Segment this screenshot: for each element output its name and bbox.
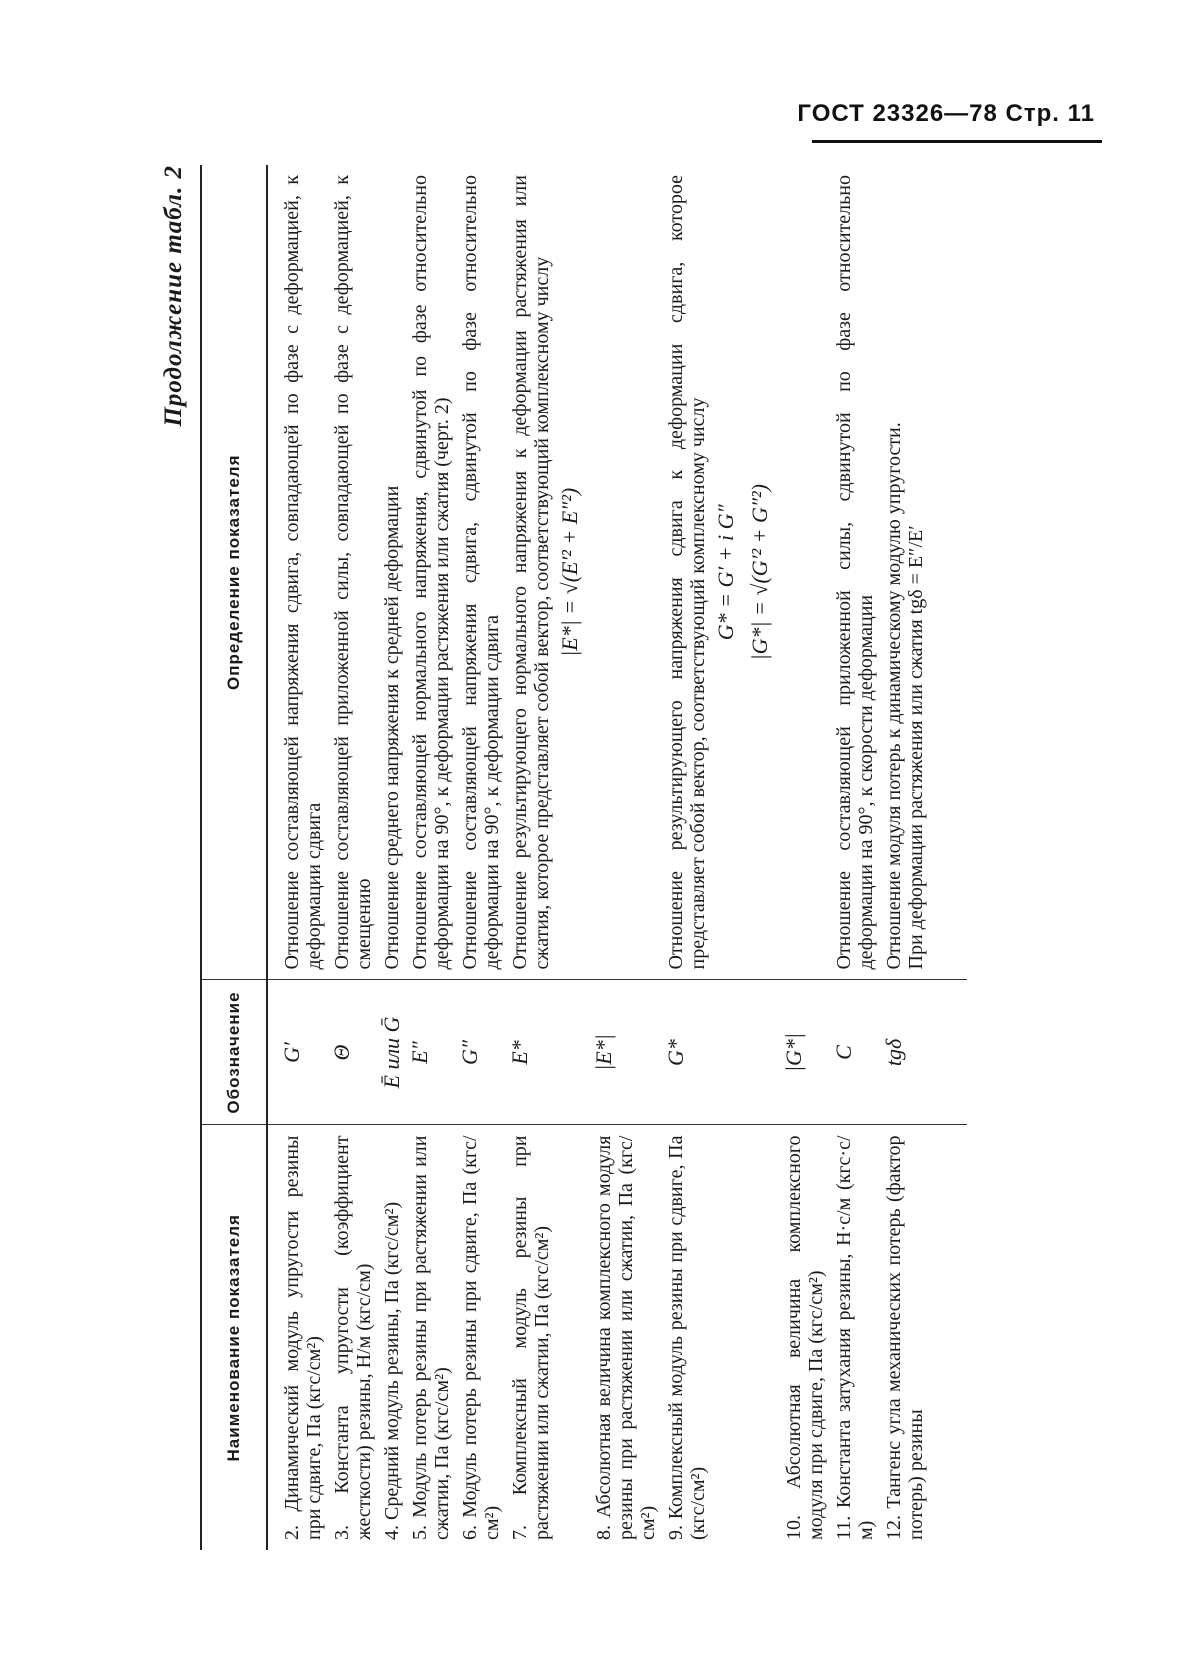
table-row: [328, 165, 378, 1550]
row-definition: [506, 165, 590, 980]
row-symbol: C: [830, 980, 880, 1125]
table-row: [456, 165, 506, 1550]
table-caption: Продолжение табл. 2: [160, 165, 187, 427]
table-row: [406, 165, 456, 1550]
row-name: 8. Абсолютная величина комплексного модуля резины при растяжении или сжатии, Па (кгс/см²): [593, 1135, 659, 1540]
table-row: [780, 165, 830, 1550]
row-name: 2. Динамический модуль упругости резины при сдвиге, Па (кгс/см²): [281, 1135, 325, 1540]
row-symbol: tgδ: [880, 980, 967, 1125]
column-header-name: Наименование показателя: [201, 1125, 267, 1550]
table-row: [830, 165, 880, 1550]
row-name: 6. Модуль потерь резины при сдвиге, Па (кгс/см²): [459, 1135, 503, 1540]
definition-text: Отношение результирующего напряжения сдвига к деформации сдвига, которое представляет собой вектор, соответствующий комплексному числу: [665, 175, 709, 970]
formula: |G*| = √(G′² + G″²): [747, 484, 772, 661]
column-header-symbol: Обозначение: [201, 980, 267, 1125]
definition-text: Отношение модуля потерь к динамическому модулю упругости.: [883, 422, 905, 970]
row-definition: Отношение составляющей нормального напряжения, сдвинутой по фазе относительно деформации на 90°, к деформации растяжения или сжатия (черт. 2): [406, 165, 456, 980]
table-header-row: [201, 165, 267, 1550]
row-definition: [780, 165, 830, 980]
row-name: 7. Комплексный модуль резины при растяжении или сжатии, Па (кгс/см²): [509, 1135, 553, 1540]
formula: G* = G′ + i G″: [713, 504, 738, 641]
column-header-definition: Определение показателя: [201, 165, 267, 980]
row-definition: Отношение составляющей приложенной силы, сдвинутой по фазе относительно деформации на 90°, к скорости деформации: [830, 165, 880, 980]
page-header: ГОСТ 23326—78 Стр. 11: [797, 100, 1095, 127]
row-symbol: |E*|: [590, 980, 662, 1125]
table-row: [880, 165, 967, 1550]
row-symbol: Θ: [328, 980, 378, 1125]
row-name: 3. Константа упругости (коэффициент жесткости) резины, Н/м (кгс/см): [331, 1135, 375, 1540]
row-symbol: E*: [506, 980, 590, 1125]
row-definition: Отношение среднего напряжения к средней деформации: [378, 165, 406, 980]
header-rule: [812, 140, 1102, 143]
row-symbol: Ē или Ḡ: [378, 980, 406, 1125]
row-symbol: E″: [406, 980, 456, 1125]
row-symbol: G″: [456, 980, 506, 1125]
row-symbol: G′: [278, 980, 328, 1125]
row-symbol: G*: [662, 980, 780, 1125]
row-name: 12. Тангенс угла механических потерь (фактор потерь) резины: [883, 1135, 927, 1540]
row-name: 9. Комплексный модуль резины при сдвиге, Па (кгс/см²): [665, 1135, 709, 1540]
row-name: 4. Средний модуль резины, Па (кгс/см²): [381, 1201, 403, 1540]
table-row: [506, 165, 590, 1550]
table-row: [278, 165, 328, 1550]
row-definition: Отношение составляющей напряжения сдвига, совпадающей по фазе с деформацией, к деформации сдвига: [278, 165, 328, 980]
definition-text: При деформации растяжения или сжатия tgδ = E″/E′: [905, 525, 927, 970]
row-symbol: |G*|: [780, 980, 830, 1125]
row-definition: [880, 165, 967, 980]
row-definition: [662, 165, 780, 980]
row-definition: Отношение составляющей приложенной силы, совпадающей по фазе с деформацией, к смещению: [328, 165, 378, 980]
indicators-table: [200, 165, 967, 1550]
definition-text: Отношение результирующего нормального напряжения к деформации растяжения или сжатия, которое представляет собой вектор, соответствующий комплексному числу: [509, 175, 553, 970]
row-definition: [590, 165, 662, 980]
formula: |E*| = √(E′² + E″²): [557, 487, 582, 657]
row-name: 10. Абсолютная величина комплексного модуля при сдвиге, Па (кгс/см²): [783, 1135, 827, 1540]
table-row: [662, 165, 780, 1550]
row-definition: Отношение составляющей напряжения сдвига, сдвинутой по фазе относительно деформации на 90°, к деформации сдвига: [456, 165, 506, 980]
table-row: [590, 165, 662, 1550]
row-name: 11. Константа затухания резины, Н·с/м (кгс·с/м): [833, 1135, 877, 1540]
rotated-table-page: [160, 165, 1100, 1550]
table-row: [378, 165, 406, 1550]
row-name: 5. Модуль потерь резины при растяжении или сжатии, Па (кгс/см²): [409, 1135, 453, 1540]
